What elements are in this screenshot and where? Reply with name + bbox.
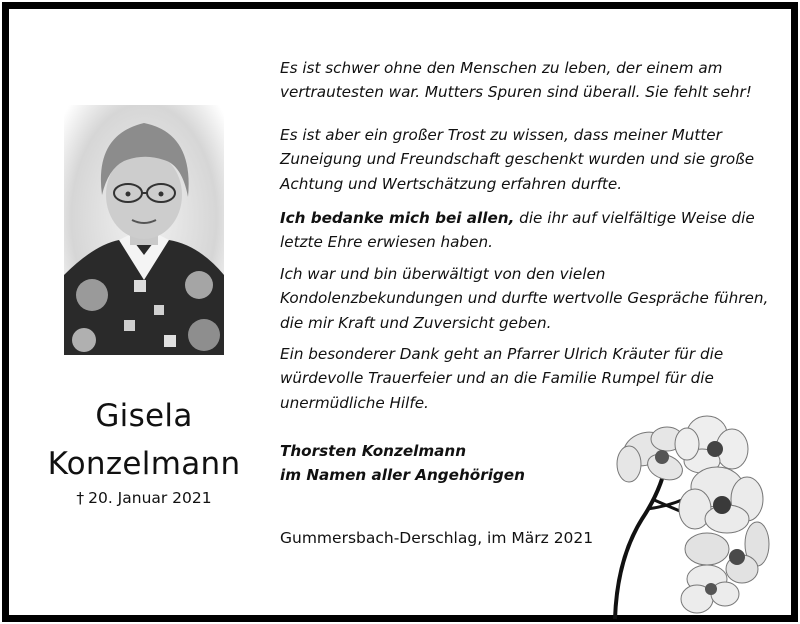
text-line: unermüdliche Hilfe. <box>280 393 429 412</box>
place-date: Gummersbach-Derschlag, im März 2021 <box>280 529 594 547</box>
text-line: die mir Kraft und Zuversicht geben. <box>280 313 552 332</box>
death-date: 20. Januar 2021 <box>88 489 212 507</box>
text-line <box>280 206 780 230</box>
text-line: Kondolenzbekundungen und durfte wertvolle Gespräche führen, <box>280 289 769 308</box>
text-line: vertrautesten war. Mutters Spuren sind überall. Sie fehlt sehr! <box>280 83 752 102</box>
signature-relation: im Namen aller Angehörigen <box>280 466 525 485</box>
deceased-first-name: Gisela <box>95 398 193 434</box>
obituary-frame <box>2 2 798 622</box>
paragraph-4 <box>280 262 780 335</box>
orchid-icon <box>607 409 777 624</box>
text-line: Zuneigung und Freundschaft geschenkt wurden und sie große <box>280 150 755 169</box>
deceased-last-name: Konzelmann <box>47 446 241 482</box>
text-line: würdevolle Trauerfeier und an die Familie Rumpel für die <box>280 369 714 388</box>
text-line: letzte Ehre erwiesen haben. <box>280 233 493 252</box>
signature-name: Thorsten Konzelmann <box>280 442 467 460</box>
text-line: Ein besonderer Dank geht an Pfarrer Ulrich Kräuter für die <box>280 345 724 363</box>
cross-icon: † <box>76 489 85 507</box>
portrait-photo-icon <box>64 105 224 355</box>
thanks-rest: die ihr auf vielfältige Weise die <box>514 209 755 227</box>
paragraph-5 <box>280 342 780 415</box>
thanks-bold: Ich bedanke mich bei allen, <box>280 209 515 227</box>
text-line: Es ist schwer ohne den Menschen zu leben, der einem am <box>280 59 723 77</box>
paragraph-1 <box>280 56 780 105</box>
text-line: Ich war und bin überwältigt von den vielen <box>280 265 606 283</box>
death-date-line <box>39 489 249 507</box>
paragraph-3 <box>280 206 780 255</box>
text-line: Es ist aber ein großer Trost zu wissen, dass meiner Mutter <box>280 126 722 144</box>
paragraph-2 <box>280 123 780 196</box>
text-line: Achtung und Wertschätzung erfahren durfte. <box>280 174 623 193</box>
